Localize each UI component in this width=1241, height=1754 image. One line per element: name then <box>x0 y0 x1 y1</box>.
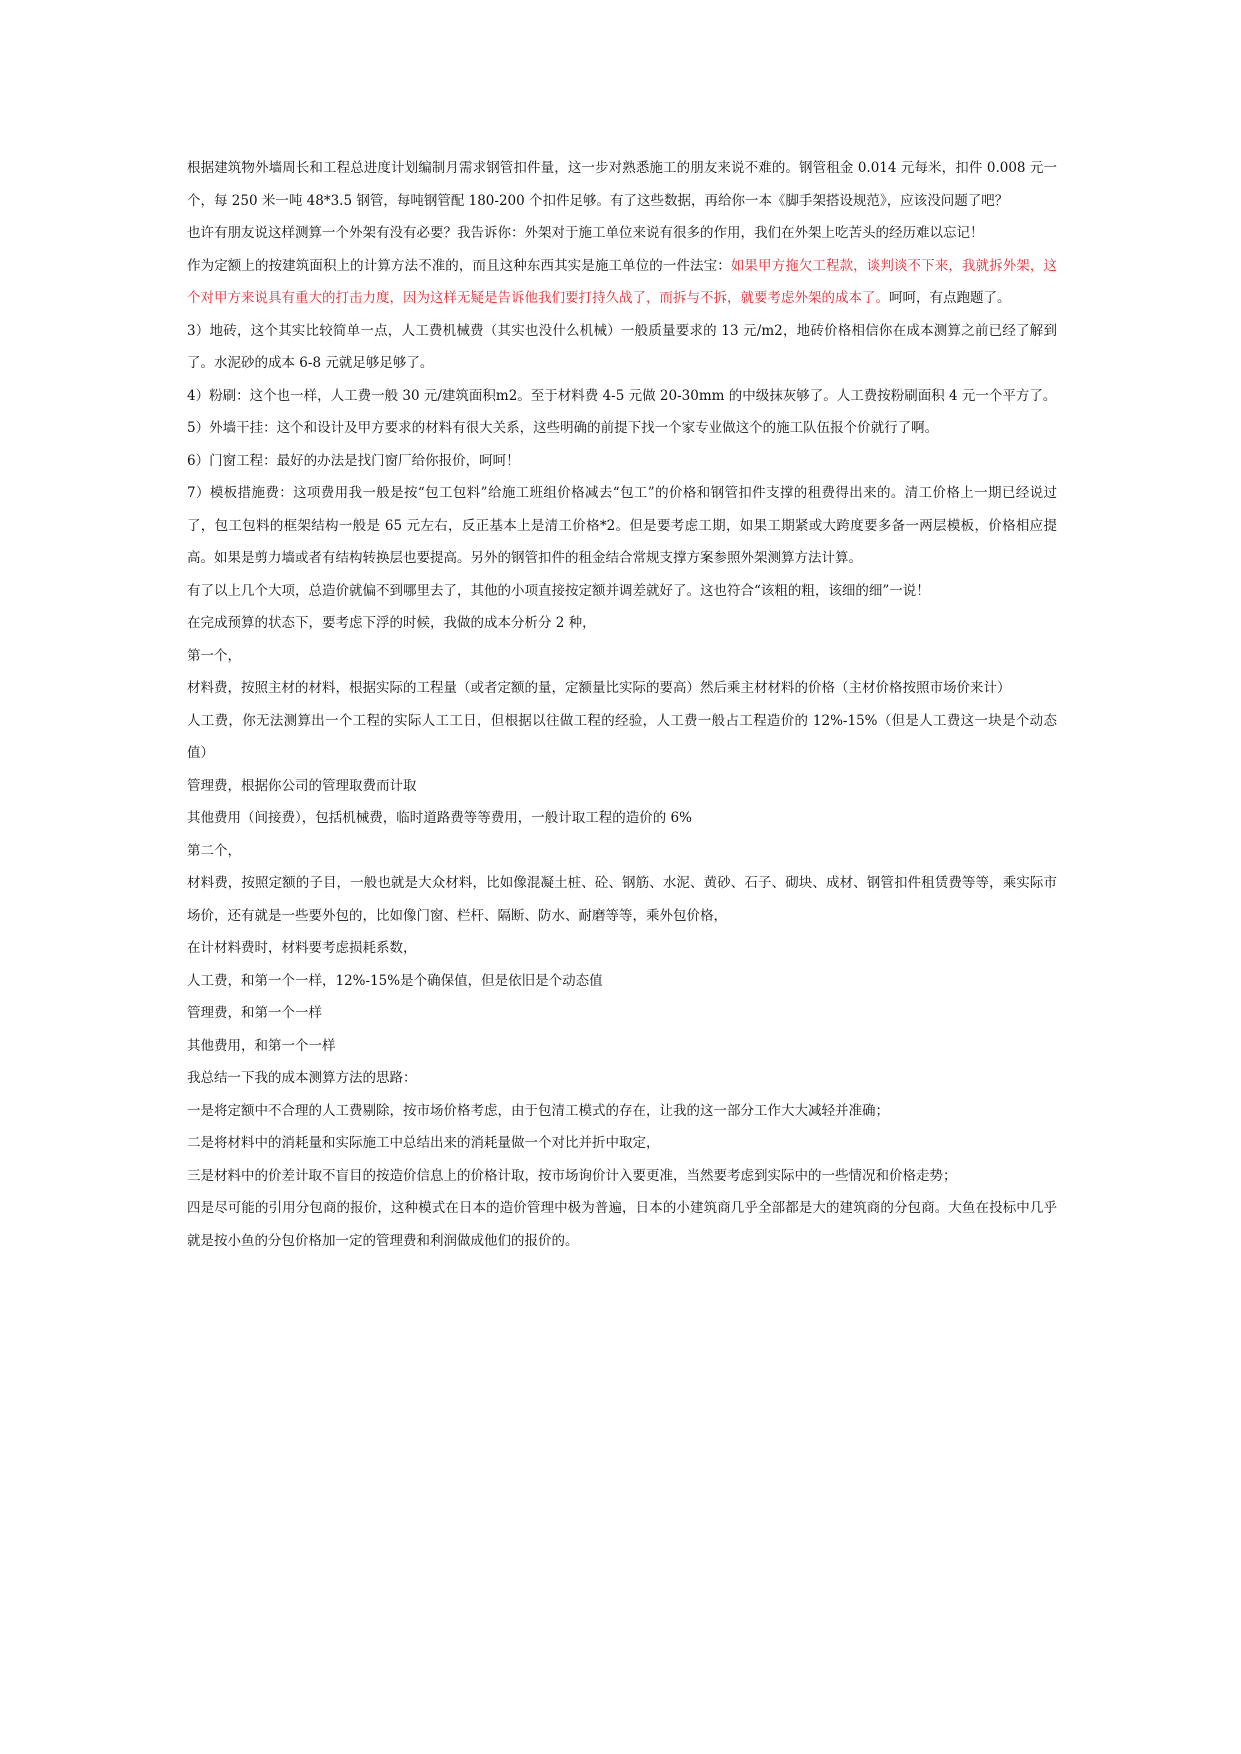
paragraph-method-two-loss: 在计材料费时，材料要考虑损耗系数， <box>187 940 417 956</box>
paragraph-cost-analysis-intro: 在完成预算的状态下，要考虑下浮的时候，我做的成本分析分 2 种， <box>187 615 596 631</box>
paragraph-method-one-materials: 材料费，按照主材的材料，根据实际的工程量（或者定额的量，定额量比实际的要高）然后乘主材材料的价格（主材价格按照市场价来计） <box>187 680 1011 696</box>
paragraph-method-one-management: 管理费，根据你公司的管理取费而计取 <box>187 777 417 794</box>
paragraph-scaffold-necessity: 也许有朋友说这样测算一个外架有没有必要？我告诉你：外架对于施工单位来说有很多的作用，我们在外架上吃苦头的经历难以忘记！ <box>187 225 984 241</box>
heading-method-one: 第一个， <box>187 647 241 664</box>
paragraph-method-one-labor: 人工费，你无法测算出一个工程的实际人工工日，但根据以往做工程的经验，人工费一般占工程造价的 12%-15%（但是人工费这一块是个动态值） <box>187 712 1057 761</box>
paragraph-scaffold-leverage: 作为定额上的按建筑面积上的计算方法不准的，而且这种东西其实是施工单位的一件法宝：如果甲方拖欠工程款，谈判谈不下来，我就拆外架，这个对甲方来说具有重大的打击力度，因为这样无疑是告诉他我们要打持久战了，而拆与不拆，就要考虑外架的成本了。呵呵，有点跑题了。 <box>187 257 1058 306</box>
paragraph-plastering: 4）粉刷：这个也一样，人工费一般 30 元/建筑面积m2。至于材料费 4-5 元做 20-30mm 的中级抹灰够了。人工费按粉刷面积 4 元一个平方了。 <box>187 387 1057 404</box>
paragraph-summary-intro: 我总结一下我的成本测算方法的思路： <box>187 1070 417 1086</box>
paragraph-scaffold-steel-rent: 根据建筑物外墙周长和工程总进度计划编制月需求钢管扣件量，这一步对熟悉施工的朋友来说不难的。钢管租金 0.014 元每米，扣件 0.008 元一个，每 250 米一吨 48*3.5 钢管，每吨钢管配 180-200 个扣件足够。有了这些数据，再给你一本《脚手架搭设规范》，应该没问题了吧？ <box>187 160 1057 209</box>
paragraph-summary-point-three: 三是材料中的价差计取不盲目的按造价信息上的价格计取，按市场询价计入要更准，当然要考虑到实际中的一些情况和价格走势； <box>187 1167 957 1184</box>
document-body <box>187 152 1057 1257</box>
paragraph-method-one-other: 其他费用（间接费），包括机械费，临时道路费等等费用，一般计取工程的造价的 6% <box>187 810 692 826</box>
paragraph-summary-point-four: 四是尽可能的引用分包商的报价，这种模式在日本的造价管理中极为普遍，日本的小建筑商几乎全部都是大的建筑商的分包商。大鱼在投标中几乎就是按小鱼的分包价格加一定的管理费和利润做成他们的报价的。 <box>187 1200 1057 1249</box>
paragraph-floor-tiles: 3）地砖，这个其实比较简单一点，人工费机械费（其实也没什么机械）一般质量要求的 13 元/m2，地砖价格相信你在成本测算之前已经了解到了。水泥砂的成本 6-8 元就足够足够了。 <box>187 322 1057 371</box>
heading-method-two: 第二个， <box>187 842 241 859</box>
paragraph-method-two-labor: 人工费，和第一个一样，12%-15%是个确保值，但是依旧是个动态值 <box>187 972 603 989</box>
paragraph-major-items-summary: 有了以上几个大项，总造价就偏不到哪里去了，其他的小项直接按定额并调差就好了。这也符合“该粗的粗，该细的细”一说！ <box>187 582 930 599</box>
paragraph-curtain-wall: 5）外墙干挂：这个和设计及甲方要求的材料有很大关系，这些明确的前提下找一个家专业做这个的施工队伍报个价就行了啊。 <box>187 420 939 436</box>
paragraph-doors-windows: 6）门窗工程：最好的办法是找门窗厂给你报价，呵呵！ <box>187 452 520 469</box>
paragraph-method-two-other: 其他费用，和第一个一样 <box>187 1037 336 1054</box>
paragraph-formwork: 7）模板措施费：这项费用我一般是按“包工包料”给施工班组价格减去“包工”的价格和钢管扣件支撑的租费得出来的。清工价格上一期已经说过了，包工包料的框架结构一般是 65 元左右，反正基本上是清工价格*2。但是要考虑工期，如果工期紧或大跨度要多备一两层模板，价格相应提高。如果是剪力墙或者有结构转换层也要提高。另外的钢管扣件的租金结合常规支撑方案参照外架测算方法计算。 <box>187 485 1057 566</box>
highlighted-text: 如果甲方拖欠工程款，谈判谈不下来，我就拆外架，这个对甲方来说具有重大的打击力度，因为这样无疑是告诉他我们要打持久战了，而拆与不拆，就要考虑外架的成本了。 <box>187 257 1058 306</box>
paragraph-summary-point-two: 二是将材料中的消耗量和实际施工中总结出来的消耗量做一个对比并折中取定， <box>187 1135 660 1151</box>
paragraph-summary-point-one: 一是将定额中不合理的人工费剔除，按市场价格考虑，由于包清工模式的存在，让我的这一部分工作大大减轻并准确； <box>187 1102 889 1119</box>
paragraph-method-two-materials: 材料费，按照定额的子目，一般也就是大众材料，比如像混凝土桩、砼、钢筋、水泥、黄砂、石子、砌块、成材、钢管扣件租赁费等等，乘实际市场价，还有就是一些要外包的，比如像门窗、栏杆、隔断、防水、耐磨等等，乘外包价格， <box>187 875 1057 924</box>
paragraph-method-two-management: 管理费，和第一个一样 <box>187 1005 322 1021</box>
